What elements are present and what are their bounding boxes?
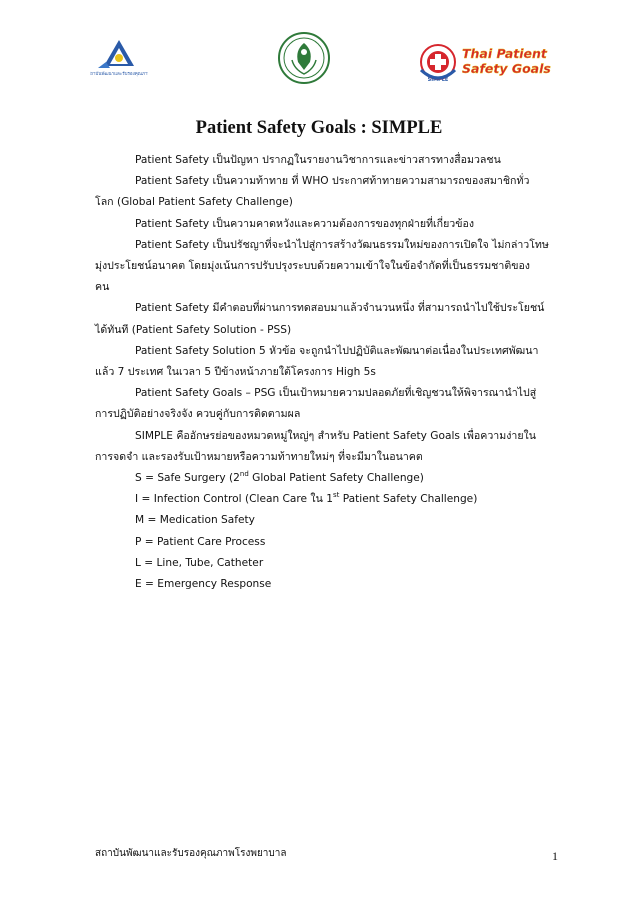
thai-patient-safety-goals-logo bbox=[418, 40, 556, 84]
ha-logo bbox=[90, 38, 148, 78]
simple-item-e: E = Emergency Response bbox=[135, 578, 272, 591]
paragraph-line: ได้ทันที (Patient Safety Solution - PSS) bbox=[95, 323, 292, 336]
paragraph-line: Patient Safety เป็นความท้าทาย ที่ WHO ประกาศท้าทายความสามารถของสมาชิกทั่ว bbox=[135, 175, 530, 188]
ha-logo-caption: สถาบันพัฒนาและรับรองคุณภาพ bbox=[90, 72, 148, 77]
paragraph bbox=[95, 341, 565, 383]
page-title: Patient Safety Goals : SIMPLE bbox=[195, 118, 443, 138]
paragraph-line: มุ่งประโยชน์อนาคต โดยมุ่งเน้นการปรับปรุงระบบด้วยความเข้าใจในข้อจำกัดที่เป็นธรรมชาติของ bbox=[95, 260, 530, 273]
paragraph-line: SIMPLE คืออักษรย่อของหมวดหมู่ใหญ่ๆ สำหรับ Patient Safety Goals เพื่อความง่ายใน bbox=[135, 429, 536, 442]
paragraph bbox=[95, 235, 565, 299]
simple-item-i: I = Infection Control (Clean Care ใน 1st Patient Safety Challenge) bbox=[135, 491, 478, 506]
footer-institute: สถาบันพัฒนาและรับรองคุณภาพโรงพยาบาล bbox=[95, 848, 287, 859]
paragraph-line: คน bbox=[95, 281, 110, 294]
paragraph bbox=[95, 171, 565, 213]
paragraph-line: Patient Safety Goals – PSG เป็นเป้าหมายความปลอดภัยที่เชิญชวนให้พิจารณานำไปสู่ bbox=[135, 387, 537, 400]
paragraph-list bbox=[95, 150, 565, 468]
simple-item-m: M = Medication Safety bbox=[135, 514, 255, 527]
paragraph-line: Patient Safety Solution 5 หัวข้อ จะถูกนำไปปฏิบัติและพัฒนาต่อเนื่องในประเทศพัฒนา bbox=[135, 344, 539, 357]
paragraph-line: โลก (Global Patient Safety Challenge) bbox=[95, 196, 293, 209]
moph-seal-logo bbox=[274, 30, 334, 86]
simple-item-l: L = Line, Tube, Catheter bbox=[135, 556, 264, 569]
paragraph bbox=[95, 214, 565, 235]
page-number: 1 bbox=[552, 849, 558, 863]
document-body bbox=[95, 150, 565, 595]
paragraph-line: การปฏิบัติอย่างจริงจัง ควบคู่กับการติดตามผล bbox=[95, 408, 301, 421]
tpsg-line1: Thai Patient bbox=[462, 46, 547, 61]
simple-item-s: S = Safe Surgery (2nd Global Patient Safety Challenge) bbox=[135, 470, 424, 485]
paragraph-line: Patient Safety เป็นปรัชญาที่จะนำไปสู่การสร้างวัฒนธรรมใหม่ของการเปิดใจ ไม่กล่าวโทษ bbox=[135, 238, 549, 251]
paragraph-line: Patient Safety เป็นปัญหา ปรากฏในรายงานวิชาการและข่าวสารทางสื่อมวลชน bbox=[135, 154, 501, 166]
paragraph bbox=[95, 426, 565, 468]
paragraph bbox=[95, 298, 565, 340]
tpsg-arc-text: SIMPLE bbox=[427, 77, 449, 83]
paragraph-line: แล้ว 7 ประเทศ ในเวลา 5 ปีข้างหน้าภายใต้โครงการ High 5s bbox=[95, 366, 376, 379]
paragraph bbox=[95, 383, 565, 425]
simple-item-p: P = Patient Care Process bbox=[135, 535, 266, 548]
paragraph-line: Patient Safety เป็นความคาดหวังและความต้องการของทุกฝ่ายที่เกี่ยวข้อง bbox=[135, 217, 475, 230]
tpsg-line2: Safety Goals bbox=[462, 61, 551, 76]
paragraph-line: Patient Safety มีคำตอบที่ผ่านการทดสอบมาแล้วจำนวนหนึ่ง ที่สามารถนำไปใช้ประโยชน์ bbox=[135, 302, 545, 315]
paragraph-line: การจดจำ และรองรับเป้าหมายหรือความท้าทายใหม่ๆ ที่จะมีมาในอนาคต bbox=[95, 450, 423, 463]
paragraph bbox=[95, 150, 565, 171]
